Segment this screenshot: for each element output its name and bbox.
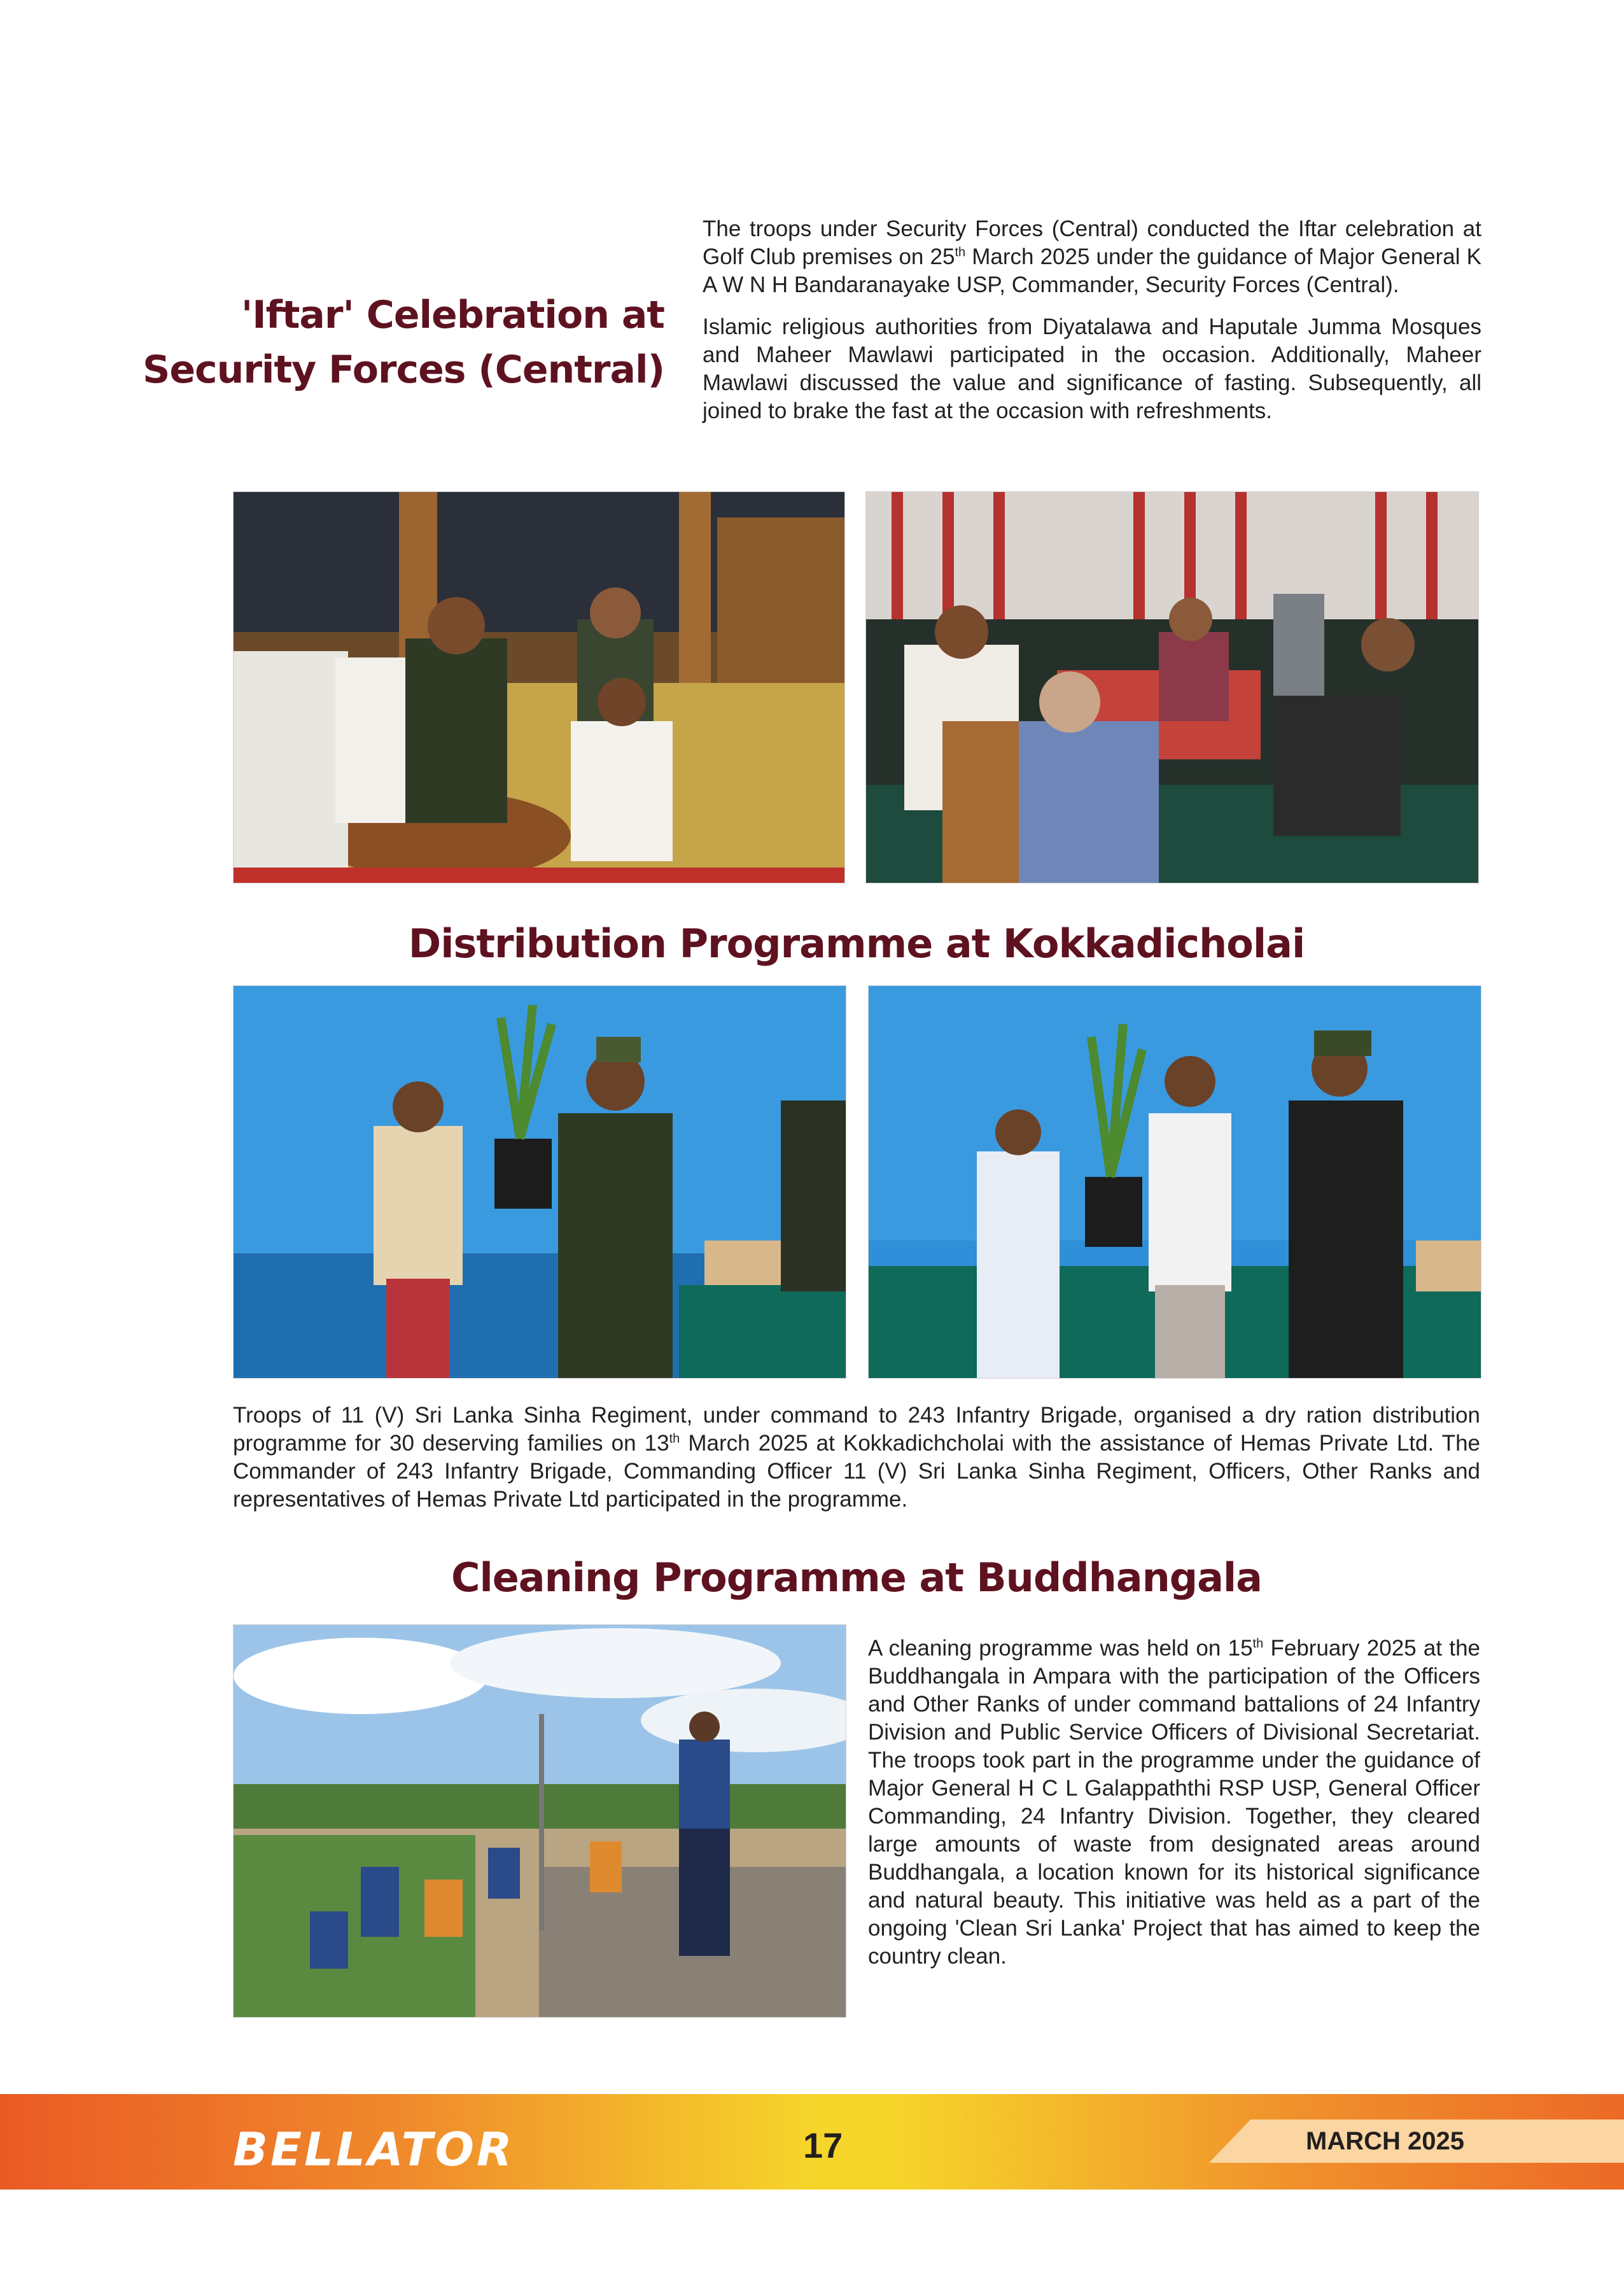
iftar-title [92,288,664,397]
iftar-title-line2: Security Forces (Central) [143,348,664,392]
cleaning-photo [233,1624,846,2018]
iftar-photo-dining-table [865,491,1479,883]
iftar-paragraph-2: Islamic religious authorities from Diyatalawa and Haputale Jumma Mosques and Maheer Mawlawi participated in the occasion. Additionally, Maheer Mawlawi discussed the value and significance of fasting. Subsequently, all joined to brake the fast at the occasion with refreshments. [703,314,1481,423]
page-number: 17 [803,2125,843,2165]
distribution-photo-1 [233,985,846,1379]
distribution-title: Distribution Programme at Kokkadicholai [408,920,1305,967]
cleaning-paragraph: A cleaning programme was held on 15th February 2025 at the Buddhangala in Ampara with the participation of the Officers and Other Ranks of under command battalions of 24 Infantry Division and Public Service Officers of Divisional Secretariat. The troops took part in the programme under the guidance of Major General H C L Galappaththi RSP USP, General Officer Commanding, 24 Infantry Division. Together, they cleared large amounts of waste from designated areas around Buddhangala, a location known for its historical significance and natural beauty. This initiative was held as a part of the ongoing 'Clean Sri Lanka' Project that has aimed to keep the country clean. [868,1636,1481,1969]
distribution-paragraph: Troops of 11 (V) Sri Lanka Sinha Regiment, under command to 243 Infantry Brigade, organised a dry ration distribution programme for 30 deserving families on 13th March 2025 at Kokkadichcholai with the assistance of Hemas Private Ltd. The Commander of 243 Infantry Brigade, Commanding Officer 11 (V) Sri Lanka Sinha Regiment, Officers, Other Ranks and representatives of Hemas Private Ltd participated in the programme. [233,1403,1480,1512]
cleaning-title: Cleaning Programme at Buddhangala [451,1554,1263,1601]
distribution-photo-2 [868,985,1481,1379]
iftar-text [703,215,1481,439]
issue-date: MARCH 2025 [1306,2127,1464,2155]
distribution-text [233,1402,1480,1528]
cleaning-text [868,1635,1480,1985]
iftar-photo-officers-seated [233,491,845,883]
iftar-paragraph-1: The troops under Security Forces (Central) conducted the Iftar celebration at Golf Club premises on 25th March 2025 under the guidance of Major General K A W N H Bandaranayake USP, Commander, Security Forces (Central). [703,216,1481,297]
iftar-title-line1: 'Iftar' Celebration at [241,293,664,337]
magazine-logo: BELLATOR [233,2123,515,2176]
